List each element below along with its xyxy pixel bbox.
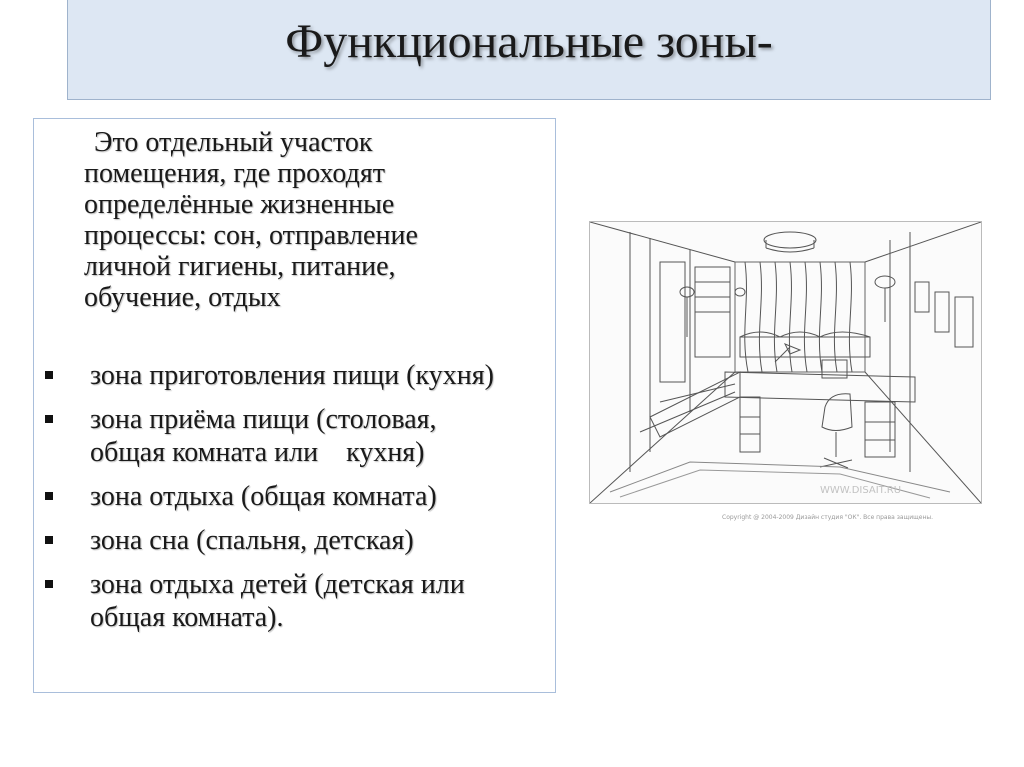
list-item	[34, 568, 510, 634]
list-item	[34, 480, 550, 513]
intro-line: процессы: сон, отправление	[84, 220, 418, 251]
square-bullet-icon	[45, 536, 53, 544]
intro-line: личной гигиены, питание,	[84, 251, 396, 282]
list-item	[34, 403, 510, 469]
slide-title: Функциональные зоны-	[285, 15, 773, 68]
list-item	[34, 359, 510, 392]
zone-text: зона отдыха детей (детская или общая комната).	[90, 569, 465, 633]
zone-text: зона приёма пищи (столовая, общая комната или кухня)	[90, 404, 444, 468]
list-item	[34, 524, 550, 557]
intro-line: определённые жизненные	[84, 189, 395, 220]
intro-line: помещения, где проходят	[84, 158, 385, 189]
square-bullet-icon	[45, 371, 53, 379]
square-bullet-icon	[45, 492, 53, 500]
image-copyright: Copyright @ 2004-2009 Дизайн студия "ОК". Все права защищены.	[722, 514, 934, 521]
zone-text: зона приготовления пищи (кухня)	[90, 360, 494, 391]
intro-line: Это отдельный участок	[94, 127, 373, 158]
square-bullet-icon	[45, 415, 53, 423]
room-sketch-drawing	[590, 222, 981, 503]
image-watermark: WWW.DISAIT.RU	[820, 485, 902, 496]
zone-text: зона сна (спальня, детская)	[90, 525, 414, 556]
intro-paragraph	[84, 127, 544, 313]
title-box	[67, 0, 991, 100]
zone-text: зона отдыха (общая комната)	[90, 481, 437, 512]
intro-line: обучение, отдых	[84, 282, 281, 313]
zones-list	[34, 359, 554, 645]
square-bullet-icon	[45, 580, 53, 588]
content-text-box	[33, 118, 556, 693]
room-sketch-image	[589, 221, 982, 504]
